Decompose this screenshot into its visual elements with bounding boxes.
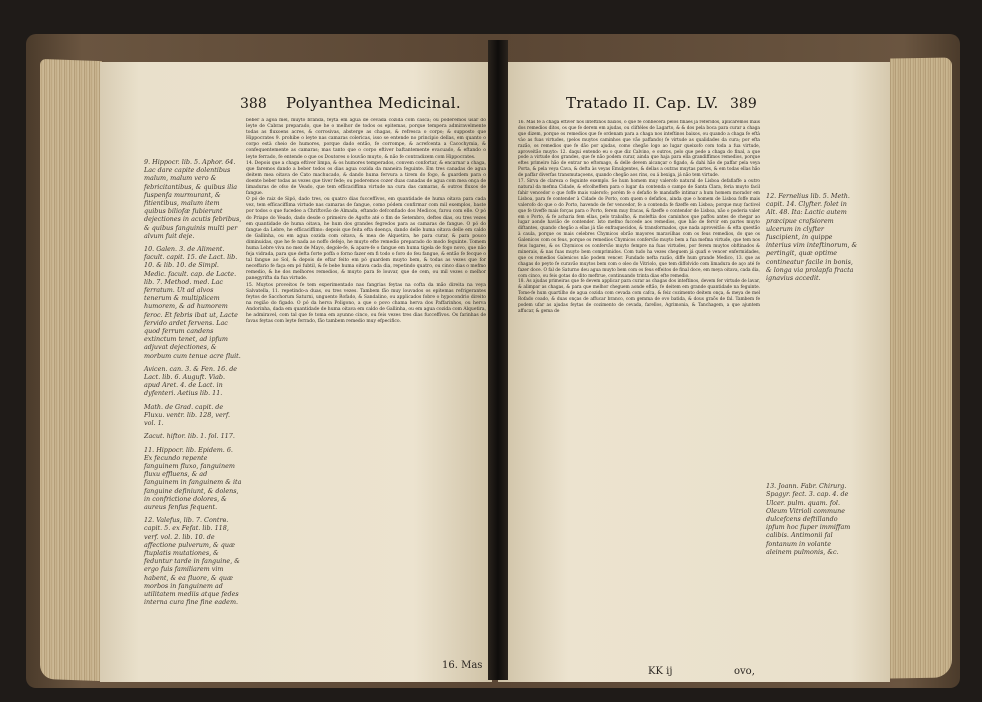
left-catchword: 16. Mas xyxy=(442,660,483,671)
signature-mark: KK ij xyxy=(648,666,673,677)
margin-note: 12. Fernelius lib. 5. Meth. capit. 14. Clyfter. folet in Alt. 48. Ita: Lactic autem præcipue crafsiorem ulcerum in clyfter fuscipient, in quippe interius vim inteftinorum, & pertingit, quæ optime contineatur facile in bonis, & longa via prolapfa fracta ignavius accedit. xyxy=(766,192,858,283)
right-body-text xyxy=(518,120,760,660)
margin-note: Avicen. can. 3. & Fen. 16. de Lact. lib. 6. Auguft. Viab. apud Aret. 4. de Lact. in dyfenteri. Aetius lib. 11. xyxy=(144,364,238,398)
right-running-head: Tratado II. Cap. LV. xyxy=(566,94,719,112)
right-page xyxy=(498,62,890,682)
margin-note: 12. Valefus, lib. 7. Contrв. capit. 5. ex Fefat. lib. 118, verf. vol. 2. lib. 10. de affectione pulverum, & quæ ftuplatis mutationes, & feduntur tarde in fanguine, & ergo fuis familiarem vim habent, & ea fluore, & quæ morbos in fanguinem ad utilitatem mediis atque fedes interna cura fine fine eadem. xyxy=(144,516,240,607)
paragraph: 14. Depois que a chaga eftiver limpa, & os humores temperados, convem confortar, & encarnar a chaga, que faremos dando a beber todos os dias agua cozida da maneira feguinte. Em tres canadas de agua deitem mea oitava de Cato machucado, & dando huma fervura a tirem do fogo, & guardem para o doente beber todas as vezes que tiver fede; ou poderemos cozer duas canadas de agua com mea onça de limaduras de ofso de Veado, que tem efficaciffima virtude na cura das camaras, & outros fluxos de fangue. xyxy=(246,160,486,197)
paragraph: 17. Sirva de clareza o feguinte exemplo. Se hum homem muy valerofo natural de Lisboa defafiaffe a outro natural da mefma Cidade, & efcolheffem para o lugar da contenda o campo de Santa Clara, feria muyto facil fahir vencedor o que foffe mais valerofo; porém fe o defafio fe mandaffe intimar a hum homem morador em Lisboa, para fe contender à Cidade do Porto, com quem o defafiou, ainda que o homem de Lisboa foffe mais valerofo do que o do Porto, havendo de fer vencedor, fe a contenda fe fizeffe em Lisboa; porque muy factivel que fe tiveffe mais forças para o Porto, ferem muy fracas, & fizeffe o contendor de Lisboa, não o poderia valer em o Porto, & fe acharia fem ellas, pelo trabalho, & moleftia dos caminhos que paffou antes de chegar ao lugar aonde havião de contender. Isto mefmo fuccede aos remedios, que hão de fervir em partes muyto diftantes, quando chegão a ellas já tão enfraquecidos, & transformados, que nada aproveitão: & efta questão à caula, porque os mais celebres Chymicos obrão mayores maravilhas com os feus remedios, do que os Galenicos com os feus, porque os remedios Chymicos confervão muyto bem a fua mefma virtude, que tem nos feus lugares, & os Chymicos os confervão muyto fempre na fuas virtudes, por ferem muytos obftinados & minerais, & nas fuas muyto bem comprimidos. Com tudo ha vezes cheguem já quafi e vencer enfermidades, que os remedios Galenicos não podem vencer. Fundado nefta razão, diffe hum grande Medico, 13. que as chagas do peyto fe curavão muytos bem com o oleo do Vitriolo, que tem diffolvido com limadura de aço até fe fazer doce. O fal de Saturno deu agua muyto bem com os feus effeitos de final doce, em meya oitava, cada dia, com cinco, ou feis gotas do dito meftrue, continuando trinta dias efte remedio. xyxy=(518,179,760,279)
left-body-text xyxy=(246,118,486,658)
left-page-number: 388 xyxy=(240,96,267,112)
margin-note: 10. Galen. 3. de Aliment. facult. capit. 15. de Lact. lib. 10. & lib. 10. de Simpl. Medic. facult. cap. de Lacte. lib. 7. Method. med. Lac ferratum. Ut ad alvos tenerum & multiplicem humorem, & ad humorem feroc. Et febris ibat ut, Lacte fervido ardet fervens. Lac quod ferrum candens extinctum tenet, ad ipfum adjuvat dejectiones, & morbum cum tenue acre fluit. xyxy=(144,245,241,360)
right-page-edges xyxy=(890,57,952,678)
paragraph: 15. Muytos proveitos fe tem experimentado nas fangrias feytas na cofta da mão direita na veya Salvatella, 11. repetindo-a duas, ou tres vezes. Tambem fão muy louvados os epitemas refrigerantes feytos de Sacchorum Saturni, unguento Rofado, & Sandalino, ou applicados fobre o hypocondrio direito na região do figado. O pó da herva Poligono, a que o povo chama herva dos Paffarinhos, ou herva Andorinha, dada em quantidade de huma oitava em caldo de Gallinha, ou em agua cozida com Alquetira, he admiravel, com tal que fe toma em ayunno cinco, ou feis vezes tres dias fucceffivos. Os farinhas de favas feytas com leyte ferrado, fão tambem remedio muy efpecifico. xyxy=(246,282,486,325)
margin-note: 9. Hippocr. lib. 5. Aphor. 64. Lac dare capite dolentibus malum, malum vero & febricitantibus, & quibus ilia fuspenfa murmurant, & fitientibus, malum item quibus biliofæ fubierunt dejectiones in acutis febribus, & quibus fanguinis multi per alvum fuit deje. xyxy=(144,158,242,240)
margin-note: 11. Hippocr. lib. Epidem. 6. Ex fecundo repente fanguinem fluxo, fanguinem fluxu effluens, & ad fanguinem in fanguinem & ita fanguine definiunt, & dolens, in confrictione dolores, & aureus fenfus fequent. xyxy=(144,445,242,511)
paragraph: beber a agoa mel, muyto branda, feyta em agua de cevada cozida com casca; ou poderemos usar do leyte de Cabras preparado, que he o melhor de todos os epitemas, porque tempera admiravelmente todas as fluxoens acres, & corrosivas, abstergе as chagas, & refresca o corpo; & supposto que Hippocrates 9. prohibe o leyte nas camaras colericas, isso se entende no principio dellas, em quanto o corpo està cheio de humores, porque dado então, fe corrompe, & acrefcenta a Cacochymia, & confequentemente as camaras; mas tanto que o corpo eftiver baftantemente evacuado, & eftando o leyte ferrado, fe entende o que os Doutores o louvão muyto, & não fe contradizem com Hippocrates. xyxy=(246,118,486,160)
paragraph: O pó de raiz de Sipó, dado tres, ou quatro dias fucceffivos, em quantidade de huma oitava para cada vez, tem efficaciffima virtude nas camaras de fangue, como pódem confirmar com mil exemplos, baste por todos o que fucedeo a Chriftovão de Almada, eftando defconfiado dos Medicos, farou com elle. O pó do Priapo do Veado, dado desde o primeiro de Agofto até o fim de Setembro, deftes dias, ou tres vezes em quantidade de huma oitava, he hum dos grandes fegredos para as camaras de fangue. O pó do fangue da Lebre, he efficaciffimo: depois que feita efta doença, dando delle huma oitava delle em caldo de Gallinha, ou em agua cozida com oitava, & mea de Alquetira, he para curar, & para pouco diminuidas, que he fe nada ao noffo defejo, he muyto efte remedio preparado do modo feguinte. Tomem huma Lebre viva no mez de Mayo, degole-fe, & apare-fe o fangue em huma tigela de fogo novo, que não feja vidrada, para que defta forte poffa o forno fazer em fi todo o foro do feu fangue, & então fe fecque o tal fangue ao Sol, & depois de eftar feito em pó guardem muyto bem, & todas as vezes que for neceffario fe faça em pó fubtil, & fe bebe huma oitava cada dia, repetindo quatro, ou cinco dias o mefmo remedio, & he dos melhores remedios, & muyto para fe louvar, que de cem, ou mil vezes o melhor panegyrifta da fua virtude. xyxy=(246,197,486,282)
left-running-head: Polyanthea Medicinal. xyxy=(286,94,461,112)
right-margin-notes xyxy=(766,192,858,652)
left-page xyxy=(100,62,492,682)
left-page-edges xyxy=(40,59,102,681)
right-page-number: 389 xyxy=(730,96,757,112)
right-catchword: ovo, xyxy=(734,666,755,677)
paragraph: 16. Mas fe a chaga eftiver nos inteftinos baixos, o que fe conhecerà pelos finaes já referidos, aplicaremos mais dos remedios ditos, os que fe derem em ajudas, ou cliftèles de Lagarto, & & dos pela boca para curar a chaga que dizem, porque os remedios que fe ordenam para a chaga nos inteftinos baixos, ou quando a chaga fe eftà vào as fuas virtudes, (pelos muytos caminhos que vão paffando) fe virtude as qualidades da cura; por efta razão, os remedios que fe dão por ajudas, como chegão logo ao lugar queixofo com toda a fua virtude, aproveitão muyto: 12. daqui entendo eu o que diz Calvino, e outros, pelo que pede a chaga do final, a que pode a virtude dos grandes, que fe não podem curar, ainda que haja para ella grandiffimos remedios, porque eftes primeiro hão de entrar no eftomago, & delle devem alcançar o figado, & dahi hão de paffar pela veya Porta, & pela veya Cava, & defta às veyas Emulgentes, & dellas a outras muytas partes, & em todas ellas hão de paffar diverfas transmutaçoens, quando chegão aos rins, ou á bexiga, já não tem virtude. xyxy=(518,120,760,179)
book-gutter xyxy=(488,40,508,680)
margin-note: Math. de Grad. capit. de Fluxu. ventr. lib. 128, verf. vol. 1. xyxy=(144,402,230,428)
paragraph: 18. As ajudas primeiras que fe devem applicar para curar as chagas dos inteftinos, devem fer virtude de lavar, & alimpar as chagas, & para que melhor cheguem aonde eftão, fe deitem em grande quantidade na feguinte. Tome-fe hum quartilho de agua cozida com cevada com cafca, & feiz cozimento deitem onça, & meya de mel Rofado coado, & duas onças de affucar branco, com gemma de ovo batida, & dous graõs de fal. Tambem fe podem ufar as ajudas feytas de cozimento de cevada, farellos, Agrimonia, & Tanchagem, a que ajuntem affucar, & gema de xyxy=(518,279,760,314)
left-margin-notes xyxy=(144,158,242,658)
margin-note: Zacut. hiftor. lib. 1. fol. 117. xyxy=(144,432,235,441)
margin-note: 13. Joann. Fabr. Chirurg. Spagyr. fect. 3. cap. 4. de Ulcer. pulm. quam. fol. Oleum Vitrioli commune dulcefcens deftillando ipfum hoc fuper immiffam calibis. Antimonii fal fontanum in volante aleinem pulmonis, &c. xyxy=(766,482,851,556)
